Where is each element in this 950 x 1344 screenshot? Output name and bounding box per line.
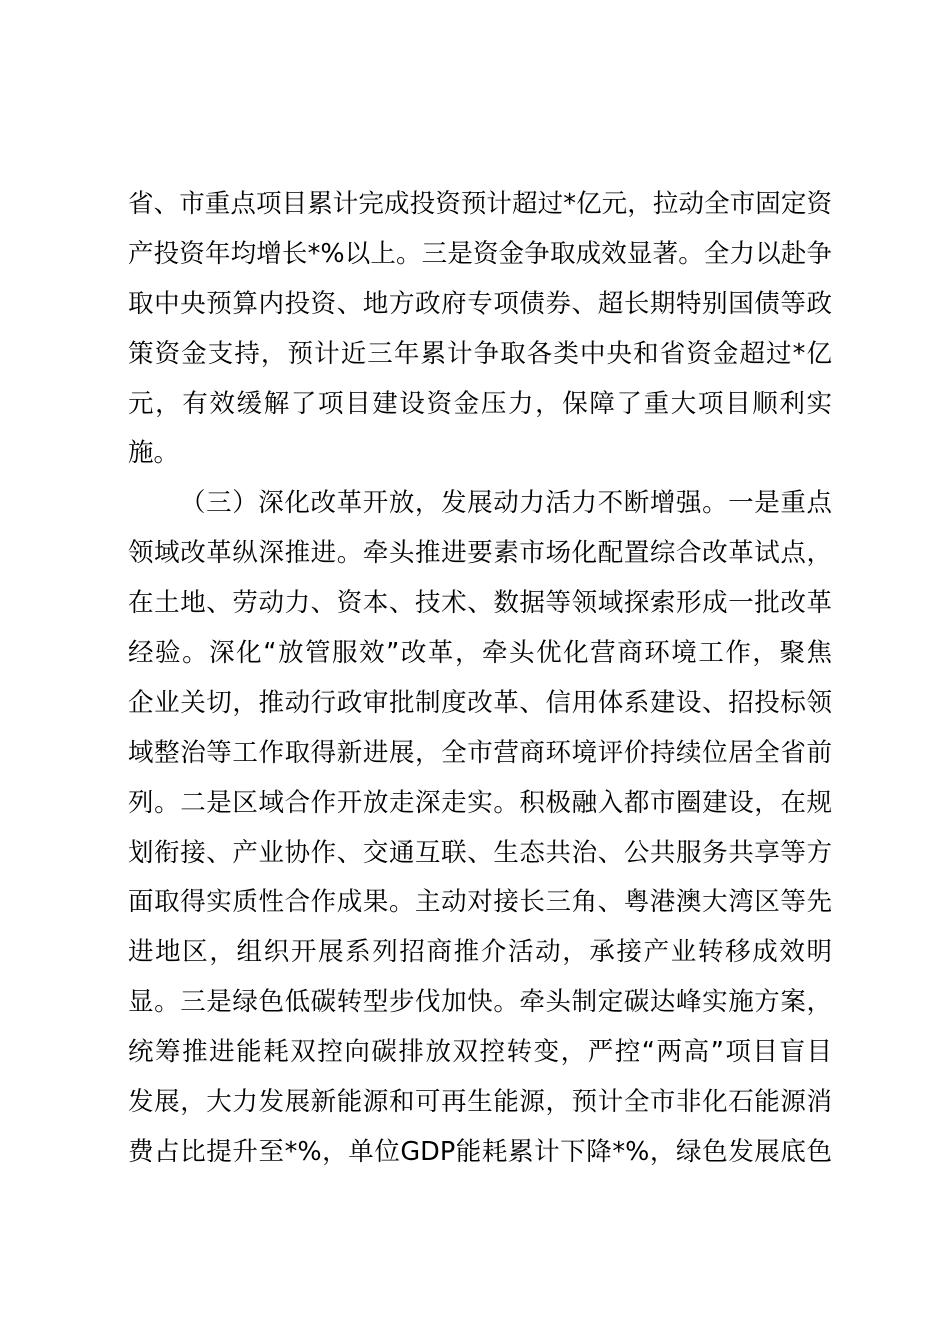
text-line: 取中央预算内投资、地方政府专项债券、超长期特别国债等政	[128, 288, 832, 319]
text-line: 面取得实质性合作成果。主动对接长三角、粤港澳大湾区等先	[128, 887, 832, 918]
text-line: 企业关切，推动行政审批制度改革、信用体系建设、招投标领	[128, 687, 832, 718]
paragraph-reform-opening	[128, 479, 832, 1177]
text-line: 省、市重点项目累计完成投资预计超过*亿元，拉动全市固定资	[128, 189, 832, 219]
text-line: 发展，大力发展新能源和可再生能源，预计全市非化石能源消	[128, 1087, 832, 1118]
paragraph-funding	[128, 180, 832, 479]
text-line: 在土地、劳动力、资本、技术、数据等领域探索形成一批改革	[128, 588, 832, 619]
text-line: 元，有效缓解了项目建设资金压力，保障了重大项目顺利实	[128, 388, 832, 419]
text-line: 进地区，组织开展系列招商推介活动，承接产业转移成效明	[128, 937, 832, 968]
text-line: 统筹推进能耗双控向碳排放双控转变，严控“两高”项目盲目	[128, 1037, 832, 1068]
text-line: 经验。深化“放管服效”改革，牵头优化营商环境工作，聚焦	[128, 638, 832, 669]
text-line: 施。	[128, 438, 180, 469]
text-line: 产投资年均增长*%以上。三是资金争取成效显著。全力以赴争	[128, 238, 832, 269]
text-line: 显。三是绿色低碳转型步伐加快。牵头制定碳达峰实施方案，	[128, 987, 832, 1018]
text-line: 列。二是区域合作开放走深走实。积极融入都市圈建设，在规	[128, 787, 832, 818]
document-page	[128, 180, 832, 1178]
text-line: 费占比提升至*%，单位GDP能耗累计下降*%，绿色发展底色	[128, 1136, 832, 1167]
text-line: 域整治等工作取得新进展，全市营商环境评价持续位居全省前	[128, 737, 832, 768]
text-line: 领域改革纵深推进。牵头推进要素市场化配置综合改革试点，	[128, 538, 832, 569]
text-line: 划衔接、产业协作、交通互联、生态共治、公共服务共享等方	[128, 837, 832, 868]
text-line: 策资金支持，预计近三年累计争取各类中央和省资金超过*亿	[128, 338, 832, 369]
section-heading-line: （三）深化改革开放，发展动力活力不断增强。一是重点	[180, 488, 832, 519]
